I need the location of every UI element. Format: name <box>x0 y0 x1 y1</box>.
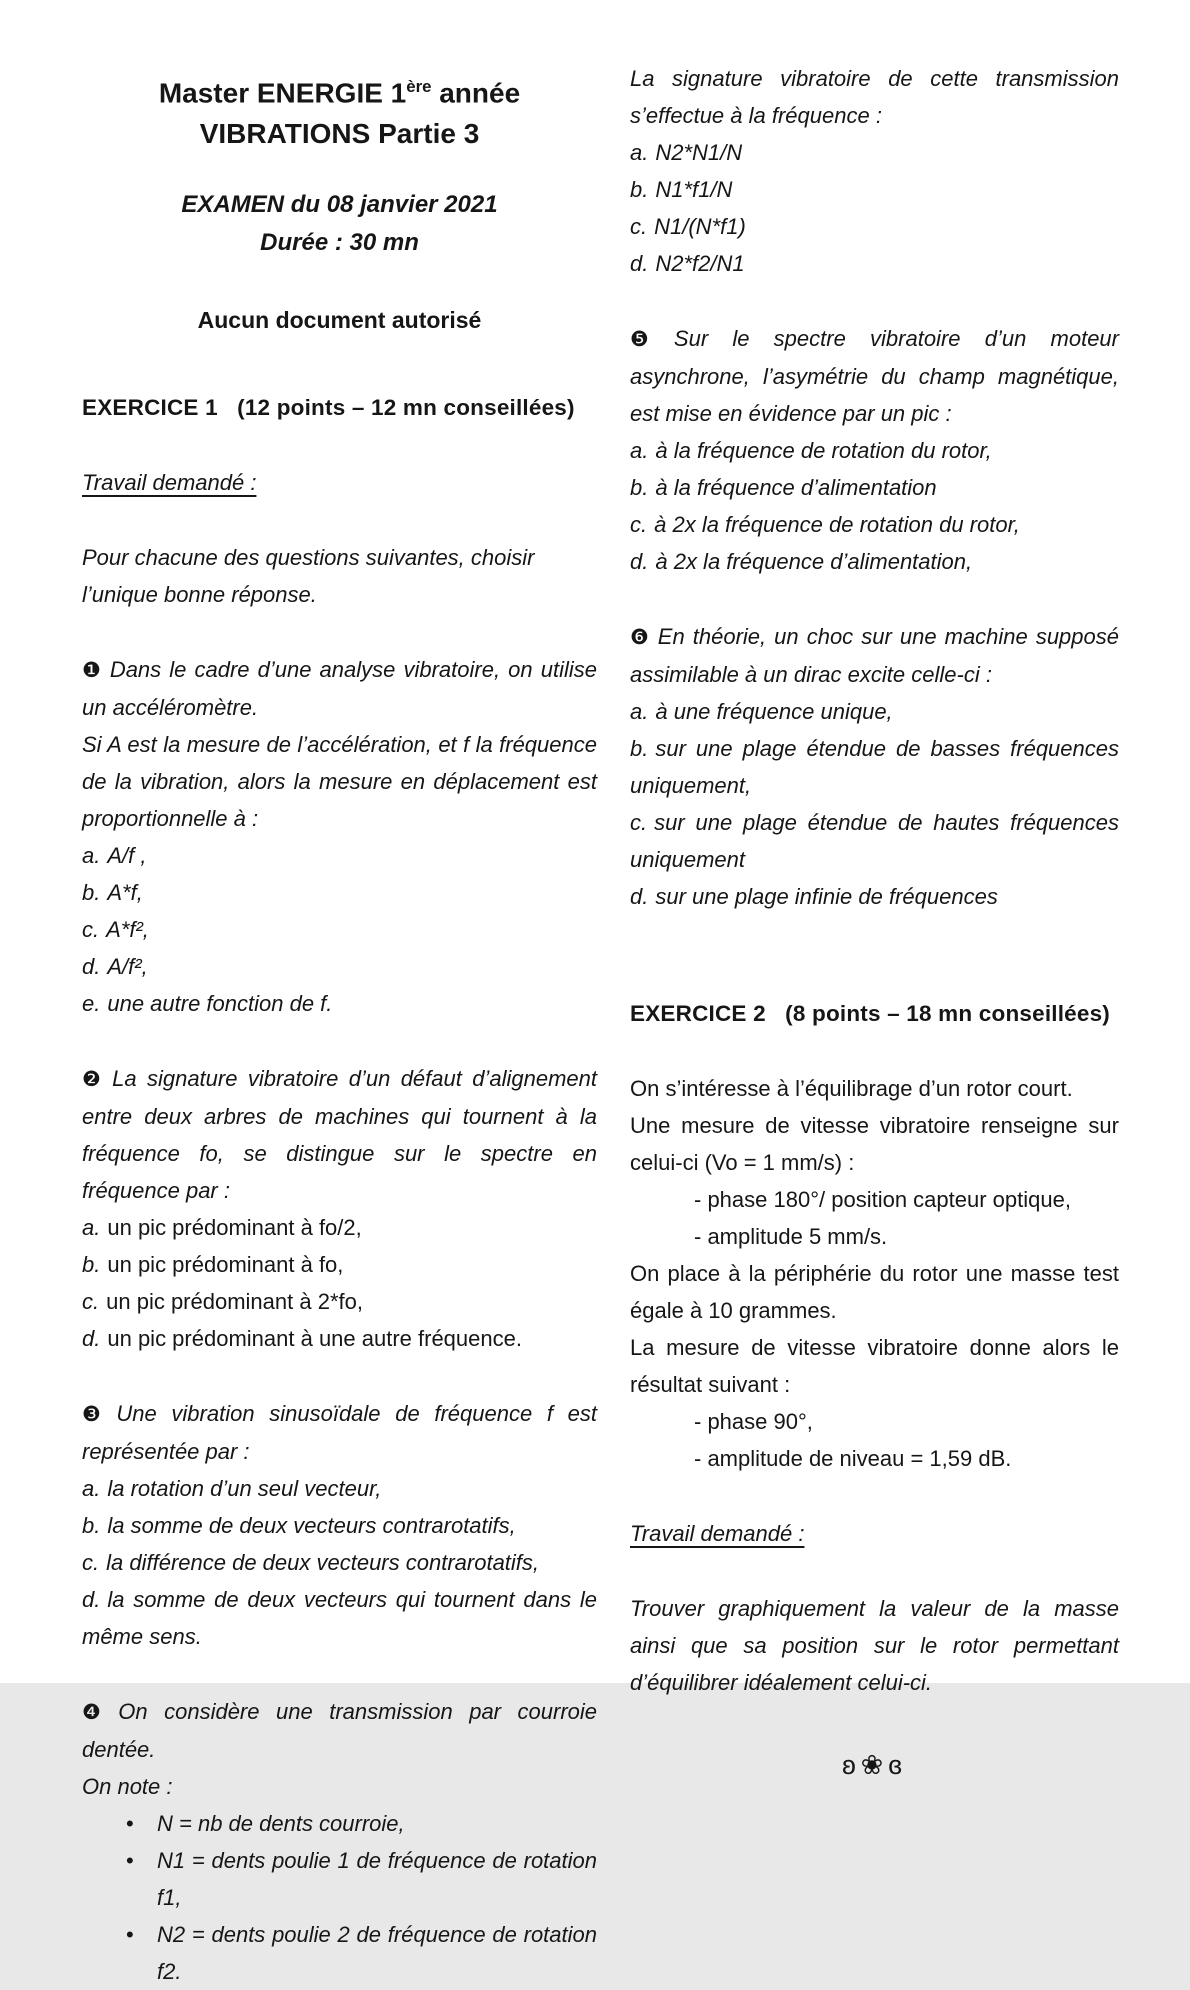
question-5 <box>630 320 1119 580</box>
exercise2-paragraph-3: On place à la périphérie du rotor une masse test égale à 10 grammes. <box>630 1261 1119 1323</box>
question-4-option-c: c. N1/(N*f1) <box>630 214 746 239</box>
exercise2-paragraph-1: On s’intéresse à l’équilibrage d’un rotor court. <box>630 1076 1073 1101</box>
question-1 <box>82 651 597 1022</box>
question-4-text-2: On note : <box>82 1774 173 1800</box>
exercise2-heading: EXERCICE 2 (8 points – 18 mn conseillées) <box>630 1001 1111 1026</box>
exercise2-work-label: Travail demandé : <box>630 1521 805 1546</box>
question-6-option-b: b. sur une plage étendue de basses fréquences uniquement, <box>630 736 1119 798</box>
exercise2-measure-3: - phase 90°, <box>694 1409 813 1434</box>
exercise1-intro: Pour chacune des questions suivantes, choisir l’unique bonne réponse. <box>82 545 535 608</box>
question-5-option-a: a. à la fréquence de rotation du rotor, <box>630 438 992 463</box>
question-4-continued <box>630 60 1119 282</box>
question-4-option-a: a. N2*N1/N <box>630 140 743 165</box>
question-5-option-c: c. à 2x la fréquence de rotation du rotor, <box>630 512 1020 537</box>
question-2-option-d: d. un pic prédominant à une autre fréquence. <box>82 1326 522 1352</box>
question-1-text-2: Si A est la mesure de l’accélération, et f la fréquence de la vibration, alors la mesure en déplacement est proportionnelle à : <box>82 732 597 832</box>
question-6-option-d: d. sur une plage infinie de fréquences <box>630 884 998 909</box>
question-4-bullet-1: • N = nb de dents courroie, <box>82 1805 597 1842</box>
exercise1-work-label: Travail demandé : <box>82 470 257 496</box>
question-6-option-a: a. à une fréquence unique, <box>630 699 893 724</box>
course-title-text: Master ENERGIE 1 <box>158 77 407 109</box>
course-title-superscript: ère <box>406 77 432 96</box>
document-header <box>82 66 597 339</box>
exercise1-heading: EXERCICE 1 (12 points – 12 mn conseillées) <box>82 395 575 421</box>
question-3-option-b: b. la somme de deux vecteurs contrarotatifs, <box>82 1513 516 1539</box>
question-3 <box>82 1395 597 1655</box>
floral-divider-icon: ʚ❀ɞ <box>841 1750 908 1780</box>
question-1-option-c: c. A*f², <box>82 917 149 943</box>
question-5-text-1: ❺ Sur le spectre vibratoire d’un moteur asynchrone, l’asymétrie du champ magnétique, est mise en évidence par un pic : <box>630 326 1119 426</box>
question-4-option-d: d. N2*f2/N1 <box>630 251 745 276</box>
question-6-option-c: c. sur une plage étendue de hautes fréquences uniquement <box>630 810 1119 872</box>
exam-meta <box>82 186 597 262</box>
question-6 <box>630 618 1119 915</box>
question-1-option-b: b. A*f, <box>82 880 143 906</box>
question-5-option-b: b. à la fréquence d’alimentation <box>630 475 937 500</box>
exam-date: EXAMEN du 08 janvier 2021 <box>181 191 498 219</box>
no-document-notice: Aucun document autorisé <box>197 307 482 334</box>
question-1-option-e: e. une autre fonction de f. <box>82 991 333 1017</box>
course-title-tail: année <box>431 77 521 109</box>
question-4-option-b: b. N1*f1/N <box>630 177 733 202</box>
exercise2-paragraph-4: La mesure de vitesse vibratoire donne alors le résultat suivant : <box>630 1335 1119 1397</box>
question-3-option-c: c. la différence de deux vecteurs contrarotatifs, <box>82 1550 540 1576</box>
question-3-text-1: ❸ Une vibration sinusoïdale de fréquence f est représentée par : <box>82 1401 597 1465</box>
question-3-option-a: a. la rotation d’un seul vecteur, <box>82 1476 382 1502</box>
question-1-text-1: ❶ Dans le cadre d’une analyse vibratoire, on utilise un accéléromètre. <box>82 657 597 721</box>
question-2-marker: ❷ <box>82 1068 106 1092</box>
question-4-marker: ❹ <box>82 1701 112 1725</box>
question-4-notation-list <box>82 1805 597 1990</box>
question-1-option-d: d. A/f², <box>82 954 148 980</box>
exercise2-measure-4: - amplitude de niveau = 1,59 dB. <box>694 1446 1012 1471</box>
question-2-option-b: b. un pic prédominant à fo, <box>82 1252 344 1278</box>
question-5-option-d: d. à 2x la fréquence d’alimentation, <box>630 549 973 574</box>
question-3-marker: ❸ <box>82 1403 110 1427</box>
question-3-option-d: d. la somme de deux vecteurs qui tournent dans le même sens. <box>82 1587 597 1650</box>
question-4-bullet-2: • N1 = dents poulie 1 de fréquence de rotation f1, <box>82 1842 597 1916</box>
exercise2-statement <box>630 1070 1119 1477</box>
question-2 <box>82 1060 597 1357</box>
question-2-option-c: c. un pic prédominant à 2*fo, <box>82 1289 363 1315</box>
question-4-text-3: La signature vibratoire de cette transmission s’effectue à la fréquence : <box>630 66 1119 128</box>
question-5-marker: ❺ <box>630 328 667 351</box>
question-1-marker: ❶ <box>82 659 103 683</box>
exercise2-measure-1: - phase 180°/ position capteur optique, <box>694 1187 1071 1212</box>
question-4-bullet-3: • N2 = dents poulie 2 de fréquence de rotation f2. <box>82 1916 597 1990</box>
question-4-text-1: ❹ On considère une transmission par courroie dentée. <box>82 1699 598 1763</box>
course-subtitle: VIBRATIONS Partie 3 <box>199 118 480 150</box>
left-column <box>82 60 597 1990</box>
exercise2-measure-2: - amplitude 5 mm/s. <box>694 1224 888 1249</box>
exam-duration: Durée : 30 mn <box>260 229 419 257</box>
exercise2-task: Trouver graphiquement la valeur de la masse ainsi que sa position sur le rotor permettant d’équilibrer idéalement celui-ci. <box>630 1596 1119 1695</box>
exercise2-paragraph-2: Une mesure de vitesse vibratoire renseigne sur celui-ci (Vo = 1 mm/s) : <box>630 1113 1119 1175</box>
question-2-option-a: a. un pic prédominant à fo/2, <box>82 1215 362 1241</box>
question-4 <box>82 1693 597 1990</box>
question-1-option-a: a. A/f , <box>82 843 147 869</box>
course-title <box>82 66 597 113</box>
question-6-text-1: ❻ En théorie, un choc sur une machine supposé assimilable à un dirac excite celle-ci : <box>630 624 1120 687</box>
question-2-text-1: ❷ La signature vibratoire d’un défaut d’alignement entre deux arbres de machines qui tournent à la fréquence fo, se distingue sur le spectre en fréquence par : <box>82 1066 598 1204</box>
right-column <box>630 60 1119 1784</box>
question-6-marker: ❻ <box>630 626 651 649</box>
